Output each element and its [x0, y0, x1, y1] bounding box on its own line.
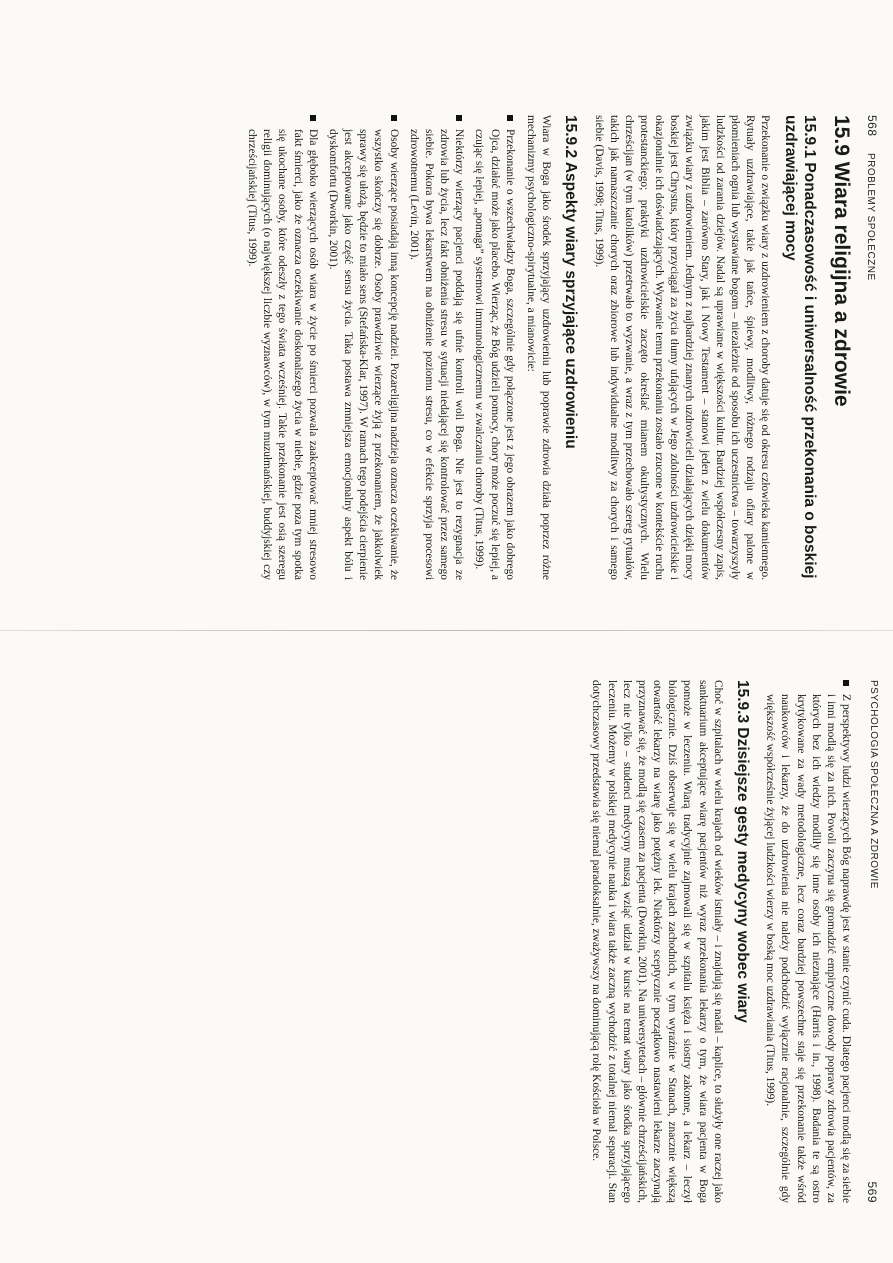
bullet-text: Dla głęboko wierzących osób wiara w życie po śmierci pozwala zaakceptować mniej stresowo fakt śmierci, jako że oznacza oczekiwanie doskonalszego życia w niebie, gdzie poza tym spotka się ukochane osoby, które odeszły z tego świata wcześniej. Takie przekonanie jest osią szeregu religii dominujących (o największej liczbie wyznawców), w tym muzułmańskiej, buddyjskiej czy chrześcijańskiej (Titus, 1999). — [246, 129, 319, 580]
left-page-number: 568 — [865, 115, 879, 137]
bullet-text: Niektórzy wierzący pacjenci poddają się ufnie kontroli woli Boga. Nie jest to rezygnacja ze zdrowia lub życia, lecz fakt obniżenia stresu w sytuacji niedającej się kontrolować przez samego siebie. Pokora bywa lekarstwem na obniżenie poziomu stresu, co w efekcie sprzyja procesowi zdrowotnemu (Levin, 2001). — [407, 129, 466, 580]
list-item — [762, 680, 853, 1203]
bullet-text: Osoby wierzące posiadają inną koncepcję nadziei. Pozareligijna nadzieja oznacza oczekiwanie, że wszystko skończy się dobrze. Osoby prawdziwie wierzące żyją z przekonaniem, że jakkolwiek sprawy się ułożą, będzie to miało sens (Stefańska-Klar, 1997). W ramach tego podejścia cierpienie jest akceptowane jako część sensu życia. Taka postawa zmniejsza emocjonalny aspekt bólu i dyskomfortu (Dworkin, 2001). — [326, 129, 400, 580]
subsection-2-title: 15.9.2 Aspekty wiary sprzyjające uzdrowieniu — [562, 115, 580, 449]
bullet-square-icon — [391, 115, 397, 121]
list-item — [244, 115, 320, 580]
bullet-list — [244, 115, 517, 580]
right-bullet-list — [762, 680, 853, 1203]
left-running-head-text — [865, 115, 879, 281]
subsection-3-title: 15.9.3 Dzisiejsze gesty medycyny wobec wiary — [734, 680, 752, 1023]
left-running-head-title: PROBLEMY SPOŁECZNE — [865, 152, 876, 281]
book-gutter — [0, 630, 893, 631]
bullet-square-icon — [507, 115, 513, 121]
bullet-square-icon — [843, 680, 849, 686]
right-page-number: 569 — [865, 1181, 879, 1203]
subsection-3-paragraph: Choć w szpitalach w wielu krajach od wieków istniały – i znajdują się nadal – kaplice, to służyły one raczej jako sanktuarium akceptujące wiarę pacjentów niż wyraz przekonania lekarzy o tym, że wiara pacjenta w Boga pomoże w leczeniu. Wiarą tradycyjnie zajmowali się w szpitalu księża i siostry zakonne, a lekarz – leczył biologicznie. Dziś obserwuje się w wielu krajach zachodnich, w tym wyraźnie w Stanach, znacznie większą otwartość lekarzy na wiarę jako potężny lek. Niektórzy sceptycznie początkowo nastawieni lekarze zaczynają przyznawać się, że modlą się czasem za pacjenta (Dworkin, 2001). Na uniwersytetach – głównie chrześcijańskich, lecz nie tylko – studenci medycyny muszą wziąć udział w kursie na temat wiary jako środka sprzyjającego leczeniu. Możemy w polskiej medycynie nauka i wiara także zaczną wychodzić z totalnej niemal separacji. Stan dotychczasowy przedstawia się niemal paradoksalnie, zważywszy na dominującą rolę Kościoła w Polsce. — [590, 680, 724, 1203]
list-item — [325, 115, 401, 580]
subsection-1-paragraph: Przekonanie o związku wiary z uzdrowieniem z choroby datuje się od okresu człowieka kamiennego. Rytuały uzdrawiające, takie jak tańce, śpiewy, modlitwy, różnego rodzaju ofiary palone w płomieniach ognia lub wystawiane bogom – niezależnie od sposobu ich uczestnictwa – towarzyszyły ludzkości od zarania dziejów. Nadal są uprawiane w większości kultur. Bardziej współczesny zapis, jakim jest Biblia – zarówno Stary, jak i Nowy Testament – stanowi jeden z wielu dokumentów związku wiary z uzdrowieniem. Jednym z najbardziej znanych uzdrowicieli działających dzięki mocy boskiej jest Chrystus, który przyciągał za życia tłumy ufających w Jego zdolności uzdrowicielskie i okazjonalnie ich doświadczających. Wyzwanie temu przekonaniu zostało rzucone w kontekście ruchu protestanckiego; praktyki uzdrowicielskie zaczęto określać mianem okultystycznych. Wielu chrześcijan (w tym katolików) przetrwało to wyzwanie, a wraz z tym przechowało szereg rytuałów, takich jak namaszczanie chorych oraz zbiorowe lub indywidualne modlitwy za chorych i samego siebie (Davis, 1998; Titus, 1999). — [592, 115, 772, 580]
right-running-head-title: PSYCHOLOGIA SPOŁECZNA A ZDROWIE — [868, 680, 879, 889]
bullet-text: Z perspektywy ludzi wierzących Bóg naprawdę jest w stanie czynić cuda. Dlatego pacjenci modlą się za siebie i inni modlą się za nich. Powoli zaczyna się gromadzić empiryczne dowody poprawy zdrowia pacjentów, za których bez ich wiedzy modliły się inne osoby ich nieznające (Harris i in., 1998). Badania te są ostro krytykowane za wady metodologiczne, lecz coraz bardziej powszechne staje się przekonanie także wśród naukowców i lekarzy, że do uzdrowienia nie należy podchodzić wyłącznie racjonalnie, szczególnie gdy większość współcześnie żyjącej ludzkości wierzy w boską moc uzdrawiania (Titus, 1999). — [764, 694, 852, 1203]
bullet-square-icon — [456, 115, 462, 121]
bullet-square-icon — [310, 115, 316, 121]
left-running-head — [865, 115, 879, 580]
subsection-1-title: 15.9.1 Ponadczasowość i uniwersalność przekonania o boskiej uzdrawiającej mocy — [781, 115, 818, 579]
left-page — [0, 0, 893, 620]
section-title: 15.9 Wiara religijna a zdrowie — [830, 115, 853, 407]
bullet-text: Przekonanie o wszechwładzy Boga, szczególnie gdy połączone jest z jego obrazem jako dobrego Ojca, działać może jako placebo. Wierząc, że Bóg udzieli pomocy, chory może poczuć się lepiej, a czując się lepiej, „pomaga” systemowi immunologicznemu w zwalczaniu choroby (Titus, 1999). — [473, 129, 516, 580]
subsection-2-paragraph: Wiara w Boga jako środek sprzyjający uzdrowieniu lub poprawie zdrowia działa poprzez różne mechanizmy psychologiczno-spirytualne, a mianowicie: — [524, 115, 552, 580]
right-page — [0, 640, 893, 1263]
right-running-head — [865, 680, 879, 1203]
list-item — [406, 115, 467, 580]
list-item — [471, 115, 516, 580]
